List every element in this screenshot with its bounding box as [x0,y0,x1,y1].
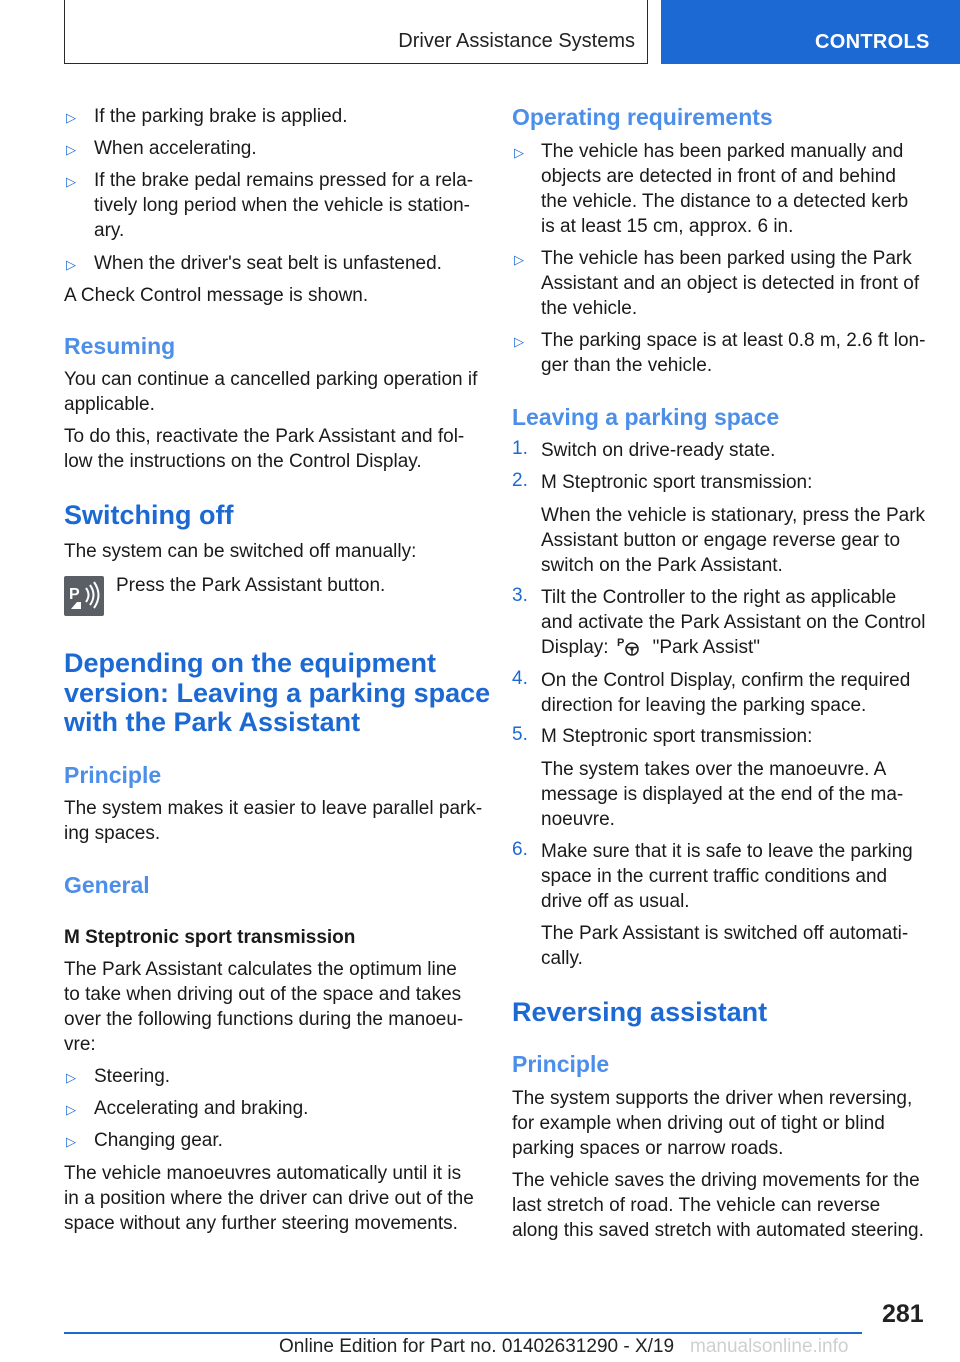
step-text: cally. [541,948,583,969]
list-item-line: The vehicle has been parked using the Park [541,248,912,269]
step-number: 4. [512,668,528,689]
heading-principle: Principle [64,762,162,788]
step-text: M Steptronic sport transmission: [541,726,813,747]
step-text: On the Control Display, confirm the required [541,670,911,691]
step-text: noeuvre. [541,809,615,830]
list-item-line: objects are detected in front of and behind [541,166,896,187]
section-title: Driver Assistance Systems [398,30,635,52]
paragraph-line: last stretch of road. The vehicle can reverse [512,1195,881,1216]
bullet-icon: ▷ [66,1134,76,1149]
svg-text:P: P [69,586,80,603]
step-text: M Steptronic sport transmission: [541,472,813,493]
step-number: 1. [512,438,528,459]
step-text-part: "Park Assist" [652,637,761,658]
park-assistant-icon [64,576,104,616]
step-text: and activate the Park Assistant on the Control [541,612,926,633]
paragraph-line: ing spaces. [64,823,161,844]
paragraph-line: The system supports the driver when reversing, [512,1088,913,1109]
step-text: Make sure that it is safe to leave the parking [541,841,913,862]
heading-switching-off: Switching off [64,500,234,530]
bullet-icon: ▷ [514,252,524,267]
paragraph-line: along this saved stretch with automated steering. [512,1220,924,1241]
chapter-tab-label: CONTROLS [815,31,930,53]
step-text: space in the current traffic conditions and [541,866,888,887]
paragraph-line: vre: [64,1034,96,1055]
list-item-line: the vehicle. [541,298,638,319]
paragraph-line: applicable. [64,394,155,415]
heading-resuming: Resuming [64,333,176,359]
list-item-line: ger than the vehicle. [541,355,713,376]
heading-line: Depending on the equipment [64,648,436,678]
bullet-icon: ▷ [66,1070,76,1085]
step-text: Tilt the Controller to the right as applicable [541,587,897,608]
heading-line: version: Leaving a parking space [64,678,491,708]
footer-divider [64,1332,862,1334]
heading-principle: Principle [512,1051,610,1077]
step-text: drive off as usual. [541,891,690,912]
paragraph-line: The system makes it easier to leave parallel park- [64,798,483,819]
heading-line: with the Park Assistant [64,707,361,737]
step-number: 6. [512,839,528,860]
step-text: switch on the Park Assistant. [541,555,783,576]
list-item-line: the vehicle. The distance to a detected kerb [541,191,909,212]
list-item-line: tively long period when the vehicle is station- [94,195,470,216]
list-item-line: ary. [94,220,125,241]
paragraph-line: The vehicle manoeuvres automatically until it is [64,1163,462,1184]
step-number: 5. [512,724,528,745]
list-item-line: If the brake pedal remains pressed for a rela- [94,170,474,191]
bullet-icon: ▷ [66,174,76,189]
step-text: When the vehicle is stationary, press the Park [541,505,926,526]
park-assist-menu-icon [617,635,641,657]
bullet-icon: ▷ [66,257,76,272]
heading-reversing-assistant: Reversing assistant [512,997,768,1027]
heading-general: General [64,872,150,898]
step-text: The Park Assistant is switched off automati- [541,923,909,944]
list-item: Changing gear. [94,1130,223,1151]
list-item: When the driver's seat belt is unfastened. [94,253,442,274]
paragraph-line: for example when driving out of tight or blind [512,1113,885,1134]
paragraph-line: The system can be switched off manually: [64,541,417,562]
footer-edition: Online Edition for Part no. 01402631290 - X/19 [279,1336,675,1357]
paragraph-line: low the instructions on the Control Display. [64,451,422,472]
list-item: Steering. [94,1066,171,1087]
step-text: Switch on drive-ready state. [541,440,776,461]
bullet-icon: ▷ [66,110,76,125]
header-bar [64,0,648,64]
paragraph-line: over the following functions during the manoeu- [64,1009,464,1030]
heading-operating-requirements: Operating requirements [512,104,773,130]
paragraph-line: in a position where the driver can drive out of the [64,1188,474,1209]
step-text [541,635,760,660]
step-text: message is displayed at the end of the ma- [541,784,904,805]
list-item-line: Assistant and an object is detected in front of [541,273,920,294]
bullet-icon: ▷ [514,334,524,349]
list-item: Accelerating and braking. [94,1098,309,1119]
paragraph-line: parking spaces or narrow roads. [512,1138,784,1159]
step-text: direction for leaving the parking space. [541,695,867,716]
paragraph-line: A Check Control message is shown. [64,285,369,306]
page-number: 281 [882,1300,924,1328]
list-item-line: is at least 15 cm, approx. 6 in. [541,216,794,237]
paragraph-line: You can continue a cancelled parking operation if [64,369,478,390]
paragraph-line: The Park Assistant calculates the optimum line [64,959,457,980]
step-text-part: Display: [541,637,609,658]
list-item-line: The parking space is at least 0.8 m, 2.6 ft lon- [541,330,926,351]
bullet-icon: ▷ [66,1102,76,1117]
step-text: Assistant button or engage reverse gear to [541,530,901,551]
chapter-tab [661,0,960,64]
bullet-icon: ▷ [514,145,524,160]
step-number: 2. [512,470,528,491]
list-item: When accelerating. [94,138,257,159]
paragraph-line: To do this, reactivate the Park Assistant and fol- [64,426,465,447]
paragraph-line: Press the Park Assistant button. [116,575,386,596]
paragraph-line: The vehicle saves the driving movements for the [512,1170,920,1191]
list-item-line: The vehicle has been parked manually and [541,141,904,162]
svg-text:P: P [616,637,624,649]
bullet-icon: ▷ [66,142,76,157]
subheading: M Steptronic sport transmission [64,927,356,948]
list-item: If the parking brake is applied. [94,106,348,127]
step-number: 3. [512,585,528,606]
paragraph-line: space without any further steering movements. [64,1213,458,1234]
heading-leaving-parking-space: Leaving a parking space [512,404,780,430]
step-text: The system takes over the manoeuvre. A [541,759,887,780]
watermark: manualsonline.info [690,1336,849,1357]
paragraph-line: to take when driving out of the space and takes [64,984,462,1005]
